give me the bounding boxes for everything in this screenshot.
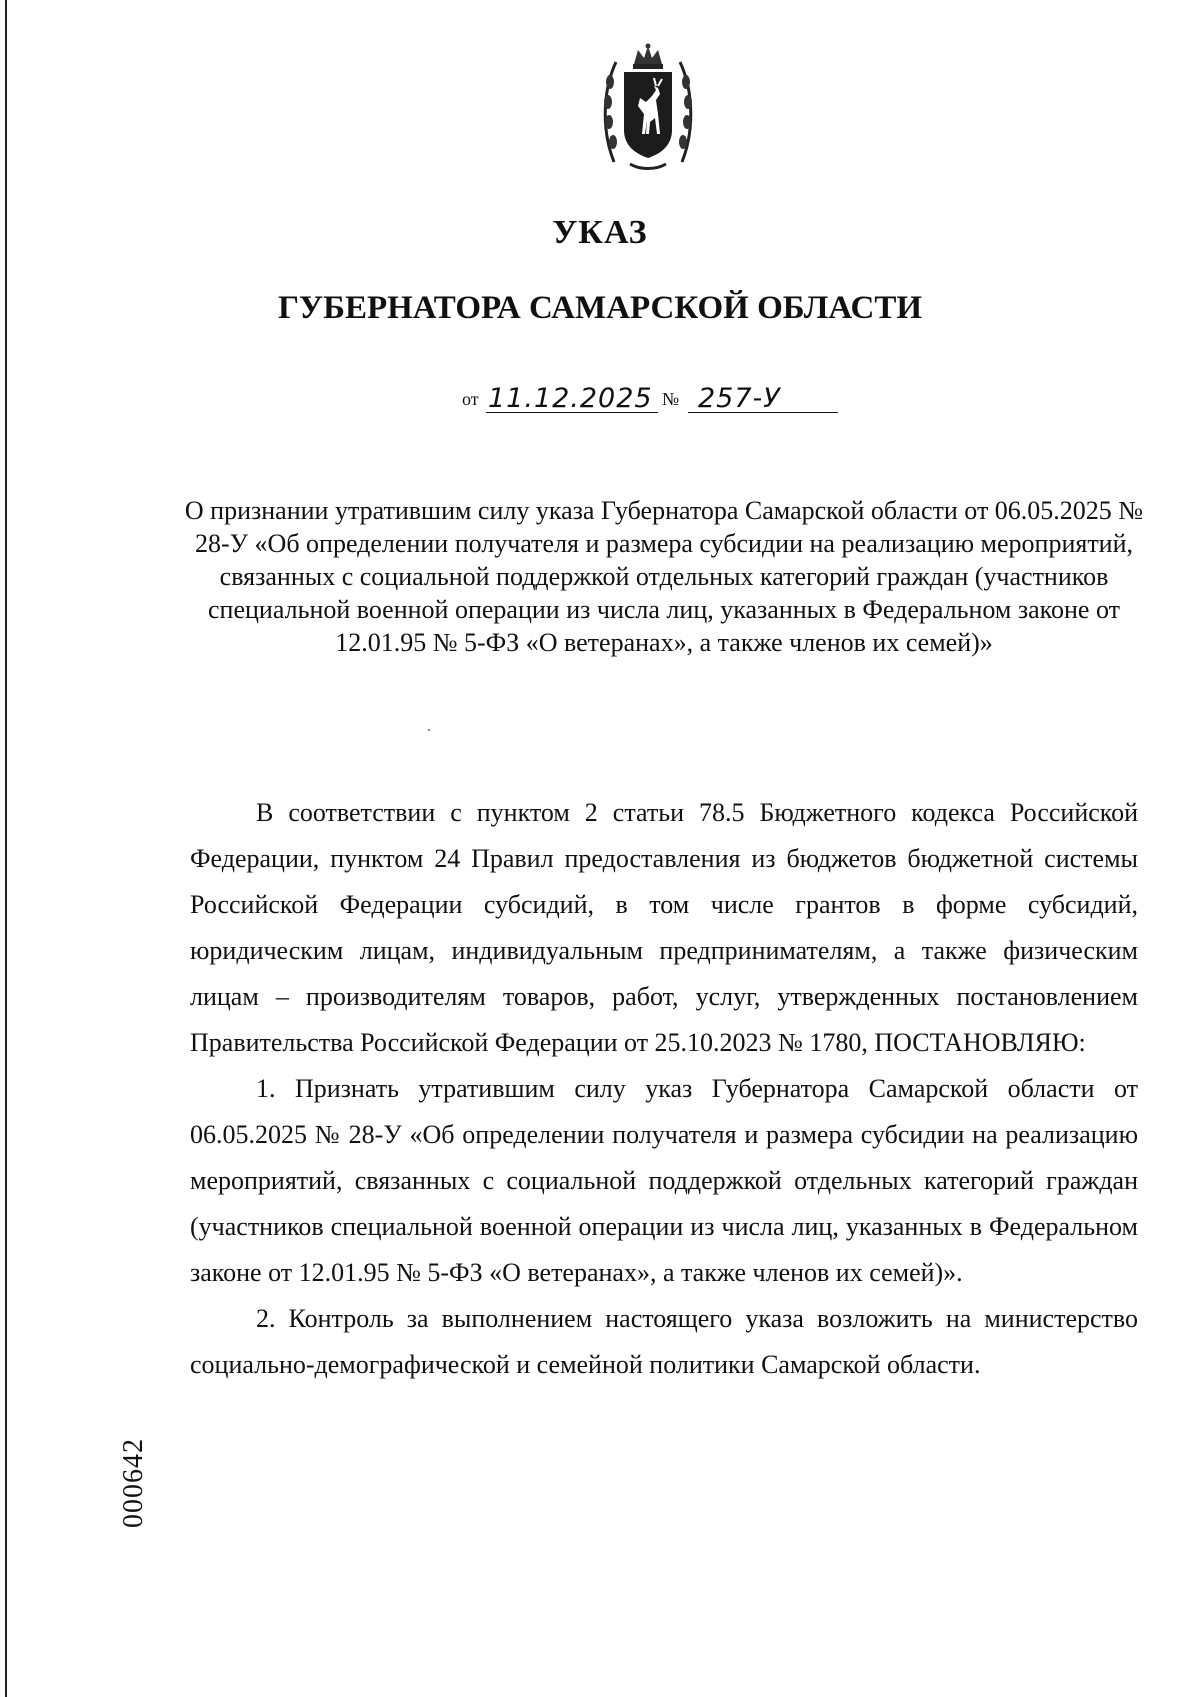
item-1-paragraph: 1. Признать утратившим силу указ Губернатора Самарской области от 06.05.2025 № 28-У «Об определении получателя и размера субсидии на реализацию мероприятий, связанных с социальной поддержкой отдельных категорий граждан (участников специальной военной операции из числа лиц, указанных в Федеральном законе от 12.01.95 № 5-ФЗ «О ветеранах», а также членов их семей)». (190, 1074, 1138, 1287)
date-handwritten: 11.12.2025 (488, 383, 653, 414)
number-label: № (662, 389, 680, 409)
page-left-border (5, 0, 7, 1697)
date-from-label: от (462, 389, 479, 409)
coat-of-arms-icon (600, 42, 696, 172)
preamble-paragraph: В соответствии с пунктом 2 статьи 78.5 Бюджетного кодекса Российской Федерации, пунктом 24 Правил предоставления из бюджетов бюджетной системы Российской Федерации субсидий, в том числе грантов в форме субсидий, юридическим лицам, индивидуальным предпринимателям, а также физическим лицам – производителям товаров, работ, услуг, утвержденных постановлением Правительства Российской Федерации от 25.10.2023 № 1780, ПОСТАНОВЛЯЮ: (190, 798, 1138, 1057)
scan-mark: · (426, 720, 432, 740)
document-subject: О признании утратившим силу указа Губернатора Самарской области от 06.05.2025 № 28-У «Об определении получателя и размера субсидии на реализацию мероприятий, связанных с социальной поддержкой отдельных категорий граждан (участников специальной военной операции из числа лиц, указанных в Федеральном законе от 12.01.95 № 5-ФЗ «О ветеранах», а также членов их семей)» (184, 496, 1144, 657)
item-2-paragraph: 2. Контроль за выполнением настоящего указа возложить на министерство социально-демографической и семейной политики Самарской области. (190, 1304, 1138, 1379)
document-title: УКАЗ (552, 214, 648, 251)
document-body (190, 790, 1138, 1388)
document-issuer: ГУБЕРНАТОРА САМАРСКОЙ ОБЛАСТИ (277, 290, 923, 326)
number-handwritten: 257-У (698, 383, 781, 414)
side-registration-number: 000642 (118, 1438, 149, 1528)
